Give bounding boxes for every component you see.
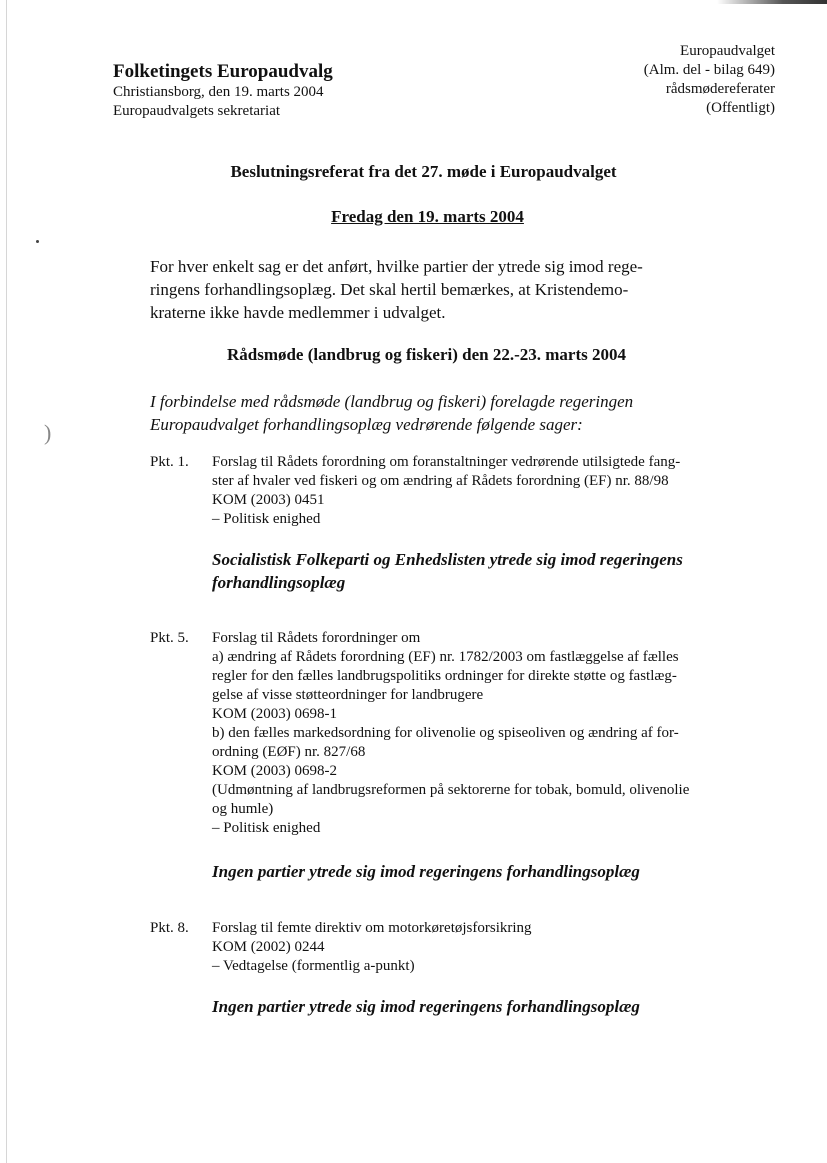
item-line: ster af hvaler ved fiskeri og om ændring af Rådets forordning (EF) nr. 88/98 [212,473,669,489]
intro-line: For hver enkelt sag er det anført, hvilke partier der ytrede sig imod rege- [150,257,643,276]
verdict-line: forhandlingsoplæg [212,573,346,592]
intro-line: ringens forhandlingsoplæg. Det skal hertil bemærkes, at Kristendemo- [150,280,629,299]
item-verdict [212,860,772,883]
ref-doc-type: rådsmødereferater [665,81,775,97]
context-paragraph [150,390,730,436]
ref-committee: Europaudvalget [680,43,775,59]
item-body [212,453,772,529]
item-line: a) ændring af Rådets forordning (EF) nr. 1782/2003 om fastlæggelse af fælles [212,649,679,665]
context-line: Europaudvalget forhandlingsoplæg vedrørende følgende sager: [150,415,583,434]
item-line: ordning (EØF) nr. 827/68 [212,744,366,760]
item-number: Pkt. 8. [150,920,189,936]
item-line: KOM (2002) 0244 [212,939,325,955]
scan-dot-mark [36,240,39,243]
item-line: – Politisk enighed [212,820,321,836]
item-line: gelse af visse støtteordninger for landbrugere [212,687,484,703]
sender-block [113,61,333,121]
item-number: Pkt. 1. [150,454,189,470]
date-heading: Fredag den 19. marts 2004 [331,207,524,226]
item-line: KOM (2003) 0698-1 [212,706,337,722]
scan-paren-mark: ) [44,420,52,445]
item-number: Pkt. 5. [150,630,189,646]
item-verdict [212,548,772,594]
intro-line: kraterne ikke havde medlemmer i udvalget. [150,303,446,322]
item-line: b) den fælles markedsordning for olivenolie og spiseoliven og ændring af for- [212,725,679,741]
sender-org: Folketingets Europaudvalg [113,61,333,82]
meeting-heading: Rådsmøde (landbrug og fiskeri) den 22.-23. marts 2004 [226,345,627,364]
verdict-line: Socialistisk Folkeparti og Enhedslisten ytrede sig imod regeringens [212,550,683,569]
item-body [212,919,772,976]
item-line: og humle) [212,801,274,817]
verdict-line: Ingen partier ytrede sig imod regeringens forhandlingsoplæg [212,997,640,1016]
item-line: (Udmøntning af landbrugsreformen på sektorerne for tobak, bomuld, olivenolie [212,782,690,798]
ref-annex: (Alm. del - bilag 649) [643,62,775,78]
document-title: Beslutningsreferat fra det 27. møde i Europaudvalget [230,162,617,181]
context-line: I forbindelse med rådsmøde (landbrug og fiskeri) forelagde regeringen [150,392,634,411]
intro-paragraph [150,255,710,324]
scan-artifact-mark [717,0,827,4]
item-line: – Vedtagelse (formentlig a-punkt) [212,958,415,974]
item-verdict [212,995,772,1018]
verdict-line: Ingen partier ytrede sig imod regeringens forhandlingsoplæg [212,862,640,881]
reference-block [535,42,775,118]
sender-dept: Europaudvalgets sekretariat [113,103,281,119]
item-line: KOM (2003) 0698-2 [212,763,337,779]
item-line: KOM (2003) 0451 [212,492,325,508]
item-line: regler for den fælles landbrugspolitiks ordninger for direkte støtte og fastlæg- [212,668,677,684]
item-body [212,629,772,838]
item-line: Forslag til femte direktiv om motorkøretøjsforsikring [212,920,532,936]
ref-status: (Offentligt) [706,100,775,116]
item-line: – Politisk enighed [212,511,321,527]
scan-edge-line [6,0,7,1163]
item-line: Forslag til Rådets forordninger om [212,630,421,646]
sender-place-date: Christiansborg, den 19. marts 2004 [113,84,324,100]
item-line: Forslag til Rådets forordning om foranstaltninger vedrørende utilsigtede fang- [212,454,681,470]
